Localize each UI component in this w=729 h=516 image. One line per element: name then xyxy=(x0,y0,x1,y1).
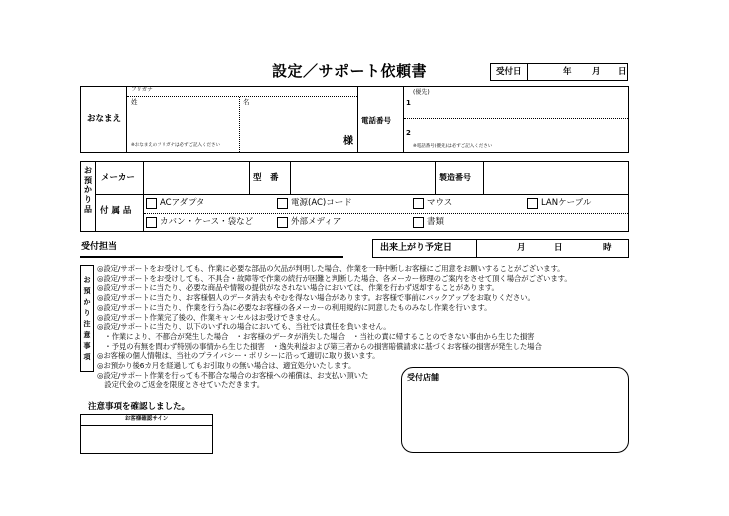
note-line: ◎設定/サポートに当たり、お客様個人のデータ消去もやむを得ない場合があります。お客様で事前にバックアップをお取りください。 xyxy=(97,293,535,303)
phone-label: 電話番号 xyxy=(361,116,391,125)
phone-1-field[interactable] xyxy=(415,97,615,115)
documents-checkbox[interactable] xyxy=(413,217,424,228)
note-line: ◎お客様の個人情報は、当社のプライバシー・ポリシーに沿って適切に取り扱います。 xyxy=(97,351,380,361)
honorific: 様 xyxy=(343,136,353,147)
staff-field[interactable] xyxy=(130,240,340,254)
reception-date-day: 日 xyxy=(618,67,627,77)
furigana-note: ※おなまえのフリガナは必ずご記入ください xyxy=(131,143,221,148)
staff-underline xyxy=(80,256,343,258)
deposit-side-label: お預かり品 xyxy=(84,166,92,214)
page-title: 設定／サポート依頼書 xyxy=(272,62,428,80)
serial-field[interactable] xyxy=(485,164,626,192)
customer-section xyxy=(80,86,629,153)
phone-2-field[interactable] xyxy=(415,125,615,141)
store-box[interactable] xyxy=(401,367,629,453)
note-line: ◎設定/サポートに当たり、作業を行う為に必要なお客様の各メーカーの利用規約に同意したものみなし作業を行います。 xyxy=(97,302,492,312)
surname-label: 姓 xyxy=(131,98,138,106)
phone-2-label: 2 xyxy=(406,129,411,137)
reception-date-label: 受付日 xyxy=(496,67,522,77)
ac-adapter-label: ACアダプタ xyxy=(160,198,205,208)
signature-label: お客様確認サイン xyxy=(124,416,169,422)
given-name-label: 名 xyxy=(243,98,250,106)
note-line: ◎設定/サポートに当たり、以下のいずれの場合においても、当社では責任を負いません。 xyxy=(97,322,391,332)
note-line: ・作業により、不都合が発生した場合 ・お客様のデータが消失した場合 ・当社の責に帰することのできない事由から生じた損害 xyxy=(97,331,535,341)
completion-label: 出来上がり予定日 xyxy=(380,243,453,253)
reception-date-year: 年 xyxy=(563,67,572,77)
staff-label: 受付担当 xyxy=(81,242,118,252)
mouse-label: マウス xyxy=(427,198,453,208)
lan-cable-label: LANケーブル xyxy=(541,198,592,208)
documents-label: 書類 xyxy=(427,217,445,227)
completion-day: 日 xyxy=(554,243,563,253)
maker-field[interactable] xyxy=(145,164,247,192)
note-line: ◎設定/サポートに当たり、必要な商品や情報の提供がなされない場合においては、作業を行わず返却することがあります。 xyxy=(97,283,499,293)
accessories-label: 付 属 品 xyxy=(100,206,132,216)
given-name-field[interactable] xyxy=(243,107,343,141)
phone-priority-label: (優先) xyxy=(413,89,430,96)
note-line: ◎設定/サポート作業を行っても不都合な場合のお客様への補償は、お支払い頂いた xyxy=(97,370,369,380)
phone-1-label: 1 xyxy=(406,99,411,107)
confirmation-text: 注意事項を確認しました。 xyxy=(88,402,191,412)
phone-note: ※電話番号(優先)は必ずご記入ください xyxy=(413,144,493,149)
maker-label: メーカー xyxy=(101,173,135,183)
store-label: 受付店舗 xyxy=(407,373,439,382)
bag-case-label: カバン・ケース・袋など xyxy=(160,217,254,227)
furigana-label: フリガナ xyxy=(131,87,153,93)
note-line: ◎設定/サポートをお受けしても、作業に必要な部品の欠品が判明した場合、作業を一時中断しお客様にご用意をお願いすることがございます。 xyxy=(97,264,565,273)
completion-date-box[interactable] xyxy=(372,239,629,258)
reception-date-month: 月 xyxy=(592,67,601,77)
note-line: ◎お預かり後6カ月を経過してもお引取りの無い場合は、適宜処分いたします。 xyxy=(97,361,356,370)
bag-case-checkbox[interactable] xyxy=(146,217,157,228)
note-line: ◎設定/サポート作業完了後の、作業キャンセルはお受けできません。 xyxy=(97,312,325,322)
notes-side-box xyxy=(80,265,94,372)
external-media-label: 外部メディア xyxy=(291,217,342,227)
ac-adapter-checkbox[interactable] xyxy=(146,198,157,209)
surname-field[interactable] xyxy=(130,107,236,141)
note-line: ・予見の有無を問わず特別の事情から生じた損害 ・逸失利益および第三者からの損害賠償請求に基づくお客様の損害が発生した場合 xyxy=(97,341,542,351)
mouse-checkbox[interactable] xyxy=(413,198,424,209)
note-line: 設定代金のご返金を限度とさせていただきます。 xyxy=(97,380,265,390)
reception-date-box[interactable] xyxy=(490,63,628,81)
notes-side-label: お預かり注意事項 xyxy=(83,276,91,361)
completion-month: 月 xyxy=(517,243,526,253)
model-label: 型 番 xyxy=(253,173,279,183)
note-line: ◎設定/サポートをお受けしても、不具合・故障等で作業の続行が困難と判断した場合、各メーカー修理のご案内をさせて頂く場合がございます。 xyxy=(97,273,572,283)
external-media-checkbox[interactable] xyxy=(277,217,288,228)
lan-cable-checkbox[interactable] xyxy=(527,198,538,209)
serial-label: 製造番号 xyxy=(439,173,471,182)
power-cord-label: 電源(AC)コード xyxy=(291,198,352,208)
name-label: おなまえ xyxy=(87,114,122,124)
completion-hour: 時 xyxy=(603,243,612,253)
signature-box[interactable] xyxy=(80,414,213,454)
deposit-section xyxy=(80,161,629,232)
power-cord-checkbox[interactable] xyxy=(277,198,288,209)
model-field[interactable] xyxy=(292,164,433,192)
